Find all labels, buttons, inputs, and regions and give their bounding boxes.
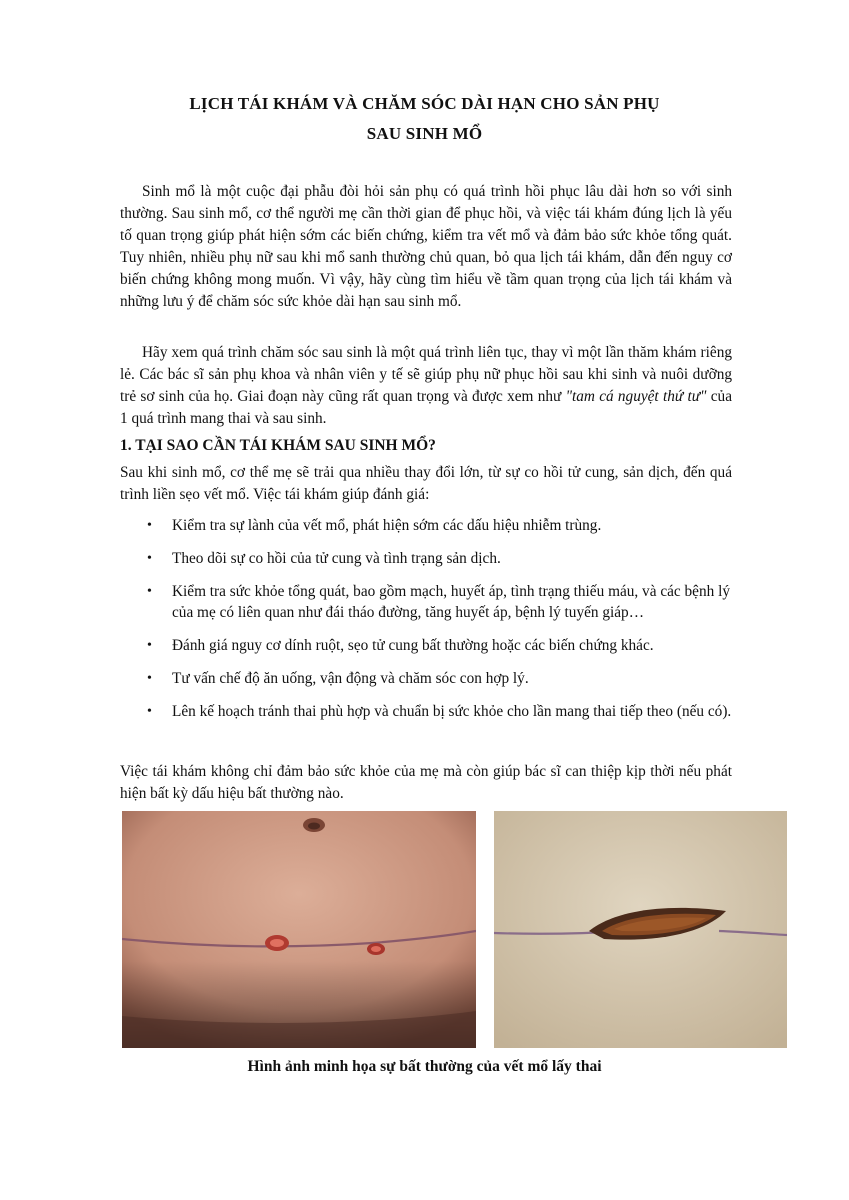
incision-photo-left-illustration	[122, 811, 476, 1048]
bullet-list	[120, 515, 732, 734]
list-item-text: Kiểm tra sức khỏe tổng quát, bao gồm mạch, huyết áp, tình trạng thiếu máu, và các bệnh lý của mẹ có liên quan như đái tháo đường, tăng huyết áp, bệnh lý tuyến giáp…	[172, 583, 730, 621]
intro-paragraph: Sinh mổ là một cuộc đại phẫu đòi hỏi sản phụ có quá trình hồi phục lâu dài hơn so với sinh thường. Sau sinh mổ, cơ thể người mẹ cần thời gian để phục hồi, và việc tái khám đúng lịch là yếu tố quan trọng giúp phát hiện sớm các biến chứng, kiểm tra vết mổ và đảm bảo sức khỏe tổng quát. Tuy nhiên, nhiều phụ nữ sau khi mổ sanh thường chủ quan, bỏ qua lịch tái khám, dẫn đến nguy cơ biến chứng không mong muốn. Vì vậy, hãy cùng tìm hiểu về tầm quan trọng của lịch tái khám và những lưu ý để chăm sóc sức khỏe dài hạn sau sinh mổ.	[120, 183, 732, 310]
figure-caption: Hình ảnh minh họa sự bất thường của vết mổ lấy thai	[247, 1058, 602, 1075]
second-paragraph-quote: "tam cá nguyệt thứ tư"	[565, 388, 707, 405]
bullet-icon: •	[147, 518, 152, 533]
section-lead: Sau khi sinh mổ, cơ thể mẹ sẽ trải qua nhiều thay đổi lớn, từ sự co hồi tử cung, sản dịch, đến quá trình liền sẹo vết mổ. Việc tái khám giúp đánh giá:	[120, 464, 732, 503]
second-paragraph-text: Hãy xem quá trình chăm sóc sau sinh là một quá trình liên tục, thay vì một lần thăm khám riêng lẻ. Các bác sĩ sản phụ khoa và nhân viên y tế sẽ giúp phụ nữ phục hồi sau khi sinh và nuôi dưỡng trẻ sơ sinh của họ. Giai đoạn này cũng rất quan trọng và được xem như	[120, 344, 732, 405]
bullet-icon: •	[147, 638, 152, 653]
list-item	[120, 581, 732, 623]
bullet-icon: •	[147, 584, 152, 599]
list-item-text: Kiểm tra sự lành của vết mổ, phát hiện sớm các dấu hiệu nhiễm trùng.	[172, 517, 602, 534]
incision-photo-left	[122, 811, 476, 1048]
list-item	[120, 701, 732, 722]
section-heading: 1. TẠI SAO CẦN TÁI KHÁM SAU SINH MỔ?	[120, 437, 436, 454]
closing-paragraph: Việc tái khám không chỉ đảm bảo sức khỏe của mẹ mà còn giúp bác sĩ can thiệp kịp thời nếu phát hiện bất kỳ dấu hiệu bất thường nào.	[120, 763, 732, 802]
list-item-text: Lên kế hoạch tránh thai phù hợp và chuẩn bị sức khỏe cho lần mang thai tiếp theo (nếu có).	[172, 703, 732, 720]
second-paragraph	[120, 342, 732, 430]
list-item	[120, 515, 732, 536]
incision-photo-right-illustration	[494, 811, 787, 1048]
incision-photo-right	[494, 811, 787, 1048]
page-title-line1: LỊCH TÁI KHÁM VÀ CHĂM SÓC DÀI HẠN CHO SẢN PHỤ	[189, 94, 660, 113]
list-item	[120, 548, 732, 569]
list-item	[120, 668, 732, 689]
list-item	[120, 635, 732, 656]
list-item-text: Theo dõi sự co hồi của tử cung và tình trạng sản dịch.	[172, 550, 501, 567]
bullet-icon: •	[147, 551, 152, 566]
bullet-icon: •	[147, 704, 152, 719]
list-item-text: Đánh giá nguy cơ dính ruột, sẹo tử cung bất thường hoặc các biến chứng khác.	[172, 637, 654, 654]
bullet-icon: •	[147, 671, 152, 686]
list-item-text: Tư vấn chế độ ăn uống, vận động và chăm sóc con hợp lý.	[172, 670, 529, 687]
second-paragraph-tail: của 1 quá trình mang thai và sau sinh.	[120, 388, 732, 427]
page-title-line2: SAU SINH MỔ	[366, 124, 483, 143]
